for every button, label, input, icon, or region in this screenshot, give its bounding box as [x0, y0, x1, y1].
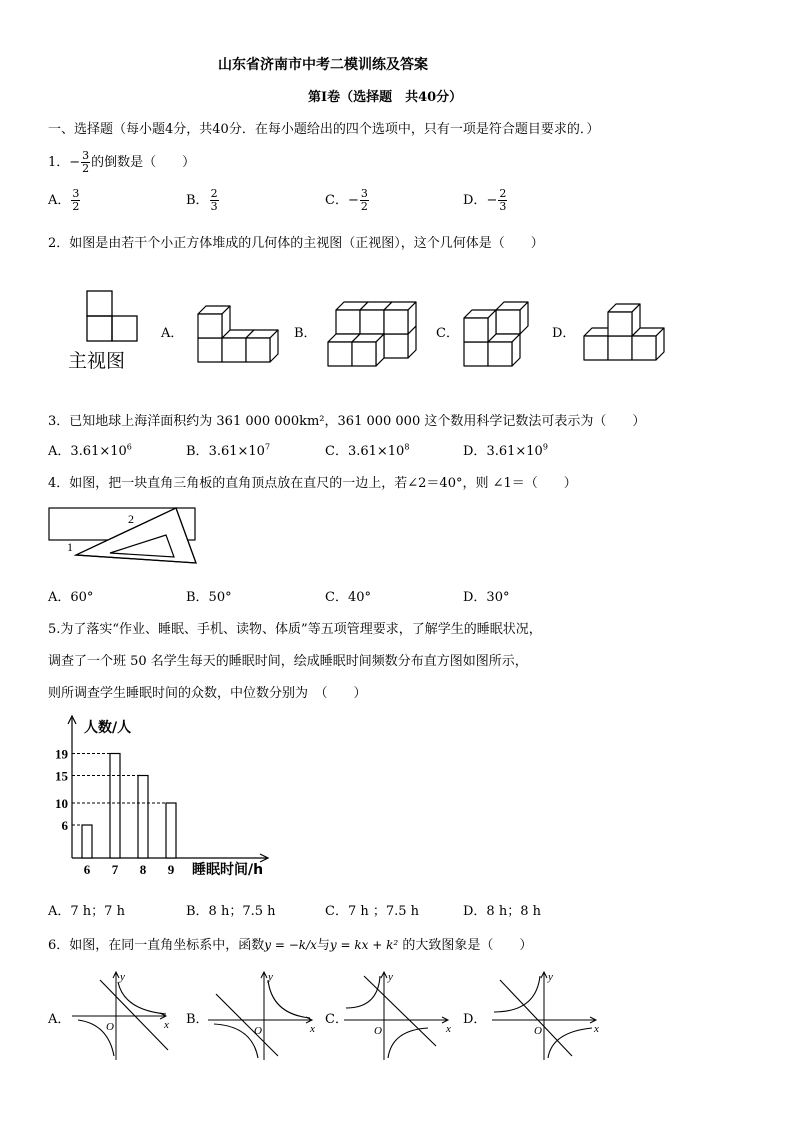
q1-option-d[interactable]: D．− $\frac{2}{3}$: [463, 187, 507, 213]
hyperbola-branch: [118, 982, 166, 1014]
q3-option-a[interactable]: A．$3.61\times 10^6$: [48, 442, 132, 459]
q1-option-a[interactable]: A． $\frac{3}{2}$: [48, 187, 80, 213]
x-axis-label: x: [446, 1023, 451, 1035]
q5-option-d[interactable]: D．8 h；8 h: [463, 904, 541, 919]
x-axis-label: x: [310, 1023, 315, 1035]
question-1: [48, 150, 195, 175]
x-axis-label: x: [594, 1023, 599, 1035]
q6-function-1: y = −k/x: [264, 938, 317, 952]
x-tick-label: 7: [111, 862, 119, 877]
q3-option-b[interactable]: B．$3.61\times 10^7$: [186, 442, 271, 459]
question-5-line-3: 则所调查学生睡眠时间的众数，中位数分别为 （ ）: [48, 686, 367, 701]
sleep-histogram: [40, 712, 280, 882]
y-axis-label: y: [388, 971, 393, 983]
linear-graph: [100, 980, 168, 1050]
q2-option-a-label[interactable]: A．: [161, 326, 184, 341]
section-title: 第Ⅰ卷（选择题 共40分）: [308, 90, 463, 105]
main-view-label: 主视图: [68, 350, 126, 372]
question-5-line-2: 调查了一个班 50 名学生每天的睡眠时间，绘成睡眠时间频数分布直方图如图所示，: [48, 654, 528, 669]
q2-option-c-label[interactable]: C．: [436, 326, 459, 341]
q5-option-b[interactable]: B．8 h；7.5 h: [186, 904, 276, 919]
angle-2-label: 2: [128, 512, 134, 526]
main-view-figure: [86, 290, 146, 350]
q1-option-c[interactable]: C．− $\frac{3}{2}$: [325, 187, 368, 213]
page-title: 山东省济南市中考二模训练及答案: [218, 57, 428, 73]
q2-option-d-label[interactable]: D．: [552, 326, 576, 341]
x-tick-label: 6: [83, 862, 91, 877]
q4-option-c[interactable]: C．40°: [325, 590, 371, 605]
hyperbola-branch: [268, 980, 310, 1018]
cube: [496, 302, 528, 334]
question-4: 4．如图，把一块直角三角板的直角顶点放在直尺的一边上，若∠2＝40°，则 ∠1＝（ ）: [48, 476, 577, 491]
q6-option-d-label[interactable]: D．: [463, 1012, 487, 1027]
y-tick-label: 10: [55, 796, 68, 811]
q1-suffix: 的倒数是（ ）: [91, 155, 196, 170]
section-instruction: 一、选择题（每小题4分，共40分．在每小题给出的四个选项中，只有一项是符合题目要求的．）: [48, 122, 600, 137]
y-axis-label: y: [548, 971, 553, 983]
cube: [632, 328, 664, 360]
x-tick-label: 9: [167, 862, 175, 877]
angle-1-label: 1: [67, 540, 73, 554]
q4-option-a[interactable]: A．60°: [48, 590, 94, 605]
cube: [246, 330, 278, 362]
q6-option-b-graph[interactable]: [208, 968, 318, 1060]
cube: [464, 310, 496, 342]
y-tick-label: 6: [61, 818, 68, 833]
q2-option-b-figure[interactable]: [326, 296, 426, 368]
y-axis-label: 人数/人: [84, 720, 132, 736]
origin-label: O: [254, 1025, 262, 1037]
q4-option-b[interactable]: B．50°: [186, 590, 232, 605]
x-axis-label: x: [164, 1019, 169, 1031]
histogram-bar: [166, 803, 176, 858]
x-tick-label: 8: [139, 862, 147, 877]
q6-option-b-label[interactable]: B．: [186, 1012, 209, 1027]
y-axis-label: y: [120, 971, 125, 983]
cube: [198, 306, 230, 338]
histogram-bar: [110, 754, 120, 859]
question-5-line-1: 5.为了落实“作业、睡眠、手机、读物、体质”等五项管理要求，了解学生的睡眠状况，: [48, 622, 542, 637]
origin-label: O: [374, 1025, 382, 1037]
q2-option-b-label[interactable]: B．: [294, 326, 317, 341]
q1-prefix: 1．−: [48, 155, 81, 170]
q6-option-a-graph[interactable]: [72, 968, 172, 1060]
ruler-triangle-figure: [48, 505, 198, 575]
question-2: 2．如图是由若干个小正方体堆成的几何体的主视图（正视图），这个几何体是（ ）: [48, 236, 544, 251]
q6-option-c-label[interactable]: C．: [325, 1012, 348, 1027]
hyperbola-branch: [346, 976, 380, 1008]
q2-option-d-figure[interactable]: [582, 296, 678, 362]
q3-option-d[interactable]: D．$3.61\times 10^9$: [463, 442, 548, 459]
y-axis-label: y: [268, 971, 273, 983]
cube: [608, 304, 640, 336]
q6-option-c-graph[interactable]: [344, 968, 454, 1060]
q1-option-b[interactable]: B． $\frac{2}{3}$: [186, 187, 218, 213]
q6-option-a-label[interactable]: A．: [48, 1012, 71, 1027]
q6-option-d-graph[interactable]: [492, 968, 602, 1060]
origin-label: O: [106, 1021, 114, 1033]
cube: [384, 302, 416, 334]
q1-fraction: $\frac{3}{2}$: [82, 149, 90, 175]
cube: [352, 334, 384, 366]
q4-option-d[interactable]: D．30°: [463, 590, 510, 605]
q6-function-2: y = kx + k²: [329, 938, 399, 952]
question-6: 6．如图，在同一直角坐标系中，函数y = −k/x与y = kx + k² 的大致图象是（ ）: [48, 938, 533, 953]
origin-label: O: [534, 1025, 542, 1037]
q2-option-a-figure[interactable]: [196, 298, 292, 364]
x-axis-label: 睡眠时间/h: [192, 862, 264, 878]
q5-option-c[interactable]: C．7 h ；7.5 h: [325, 904, 420, 919]
question-3: 3．已知地球上海洋面积约为 361 000 000km²，361 000 000 这个数用科学记数法可表示为（ ）: [48, 414, 646, 429]
q5-option-a[interactable]: A．7 h；7 h: [48, 904, 125, 919]
y-tick-label: 19: [55, 746, 68, 762]
histogram-bar: [138, 776, 148, 859]
histogram-bar: [82, 825, 92, 858]
cube: [488, 334, 520, 366]
y-tick-label: 15: [55, 768, 68, 784]
q2-option-c-figure[interactable]: [462, 296, 532, 368]
q3-option-c[interactable]: C．$3.61\times 10^8$: [325, 442, 410, 459]
